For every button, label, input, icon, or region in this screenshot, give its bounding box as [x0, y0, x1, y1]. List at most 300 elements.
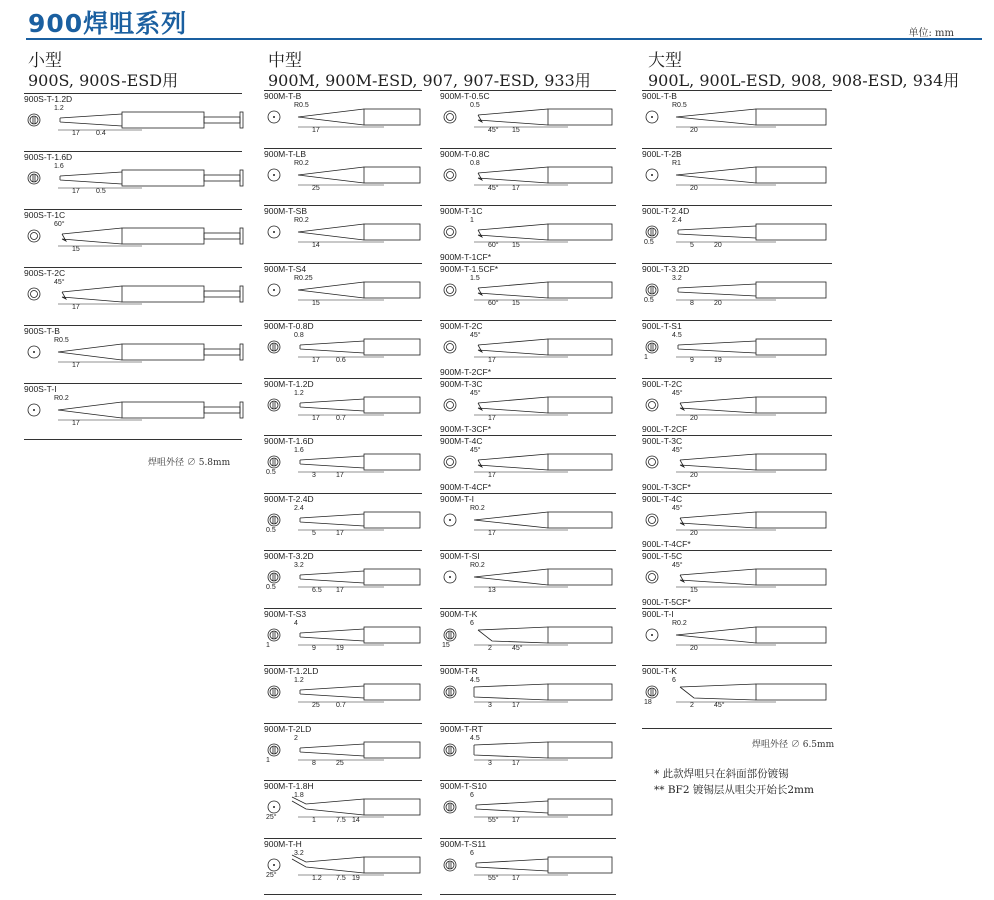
- tip-dimension: 0.6: [336, 357, 346, 364]
- tip-dimension: 4.5: [470, 677, 480, 684]
- tip-model-name: 900S-T-1.2D: [24, 94, 73, 104]
- tip-variant-name: 900L-T-3CF*: [642, 481, 691, 492]
- tip-item: [24, 93, 242, 151]
- tip-dimension: 20: [690, 184, 698, 192]
- unit-label: 单位: mm: [908, 28, 954, 39]
- tip-side-view: [678, 339, 826, 355]
- tip-dimension: 2.4: [672, 217, 682, 224]
- tip-dimension: 2.4: [294, 504, 304, 512]
- medium-section-title: 中型: [268, 51, 302, 71]
- tip-item: [264, 378, 422, 436]
- tip-dimension: 6: [470, 619, 474, 627]
- tip-item: [24, 151, 242, 209]
- tip-dimension: 45°: [672, 447, 683, 454]
- medium-left-bottom-rule: [264, 894, 422, 895]
- tip-drawing: [642, 379, 832, 437]
- tip-end-view-icon: [646, 399, 658, 411]
- tip-end-view-icon: [268, 284, 280, 296]
- tip-dimension: 20: [690, 127, 698, 134]
- tip-dimension: 1: [266, 756, 270, 764]
- tip-item: [642, 148, 832, 206]
- tip-dimension: 0.5: [470, 102, 480, 109]
- tip-drawing: [642, 149, 832, 207]
- tip-model-name: 900S-T-1.6D: [24, 152, 73, 162]
- tip-model-name: 900L-T-2C: [642, 378, 683, 389]
- tip-end-view-icon: [268, 111, 280, 123]
- tip-dimension: 45°: [470, 389, 481, 397]
- tip-dimension: 0.5: [644, 296, 654, 304]
- tip-dimension: R0.2: [470, 562, 485, 569]
- tip-side-view: [298, 167, 420, 183]
- tip-drawing: [24, 326, 242, 384]
- small-section-models: 900S, 900S-ESD用: [28, 71, 179, 90]
- tip-model-name: 900S-T-I: [24, 384, 57, 394]
- tip-drawing: [264, 494, 422, 552]
- tip-side-view: [478, 627, 612, 643]
- tip-end-view-icon: [444, 629, 456, 641]
- tip-dimension: 25: [336, 759, 344, 767]
- tip-end-view-icon: [444, 686, 456, 698]
- tip-drawing: [440, 149, 616, 207]
- tip-side-view: [474, 569, 612, 585]
- tip-dimension: 3: [488, 702, 492, 709]
- tip-item: [642, 608, 832, 666]
- tip-dimension: 17: [72, 304, 80, 311]
- tip-dimension: 7.5: [336, 817, 346, 824]
- tip-dimension: 6: [470, 849, 474, 857]
- tip-end-view-icon: [444, 341, 456, 353]
- tip-dimension: 1.6: [294, 447, 304, 454]
- tip-drawing: [440, 666, 616, 724]
- tip-model-name: 900M-T-SB: [264, 206, 307, 216]
- tip-model-name: 900M-T-4C: [440, 436, 483, 446]
- large-section-title: 大型: [648, 51, 682, 71]
- tip-dimension: 17: [312, 357, 320, 364]
- tip-item: [24, 383, 242, 441]
- tip-side-view: [676, 627, 826, 643]
- tip-drawing: [264, 379, 422, 437]
- tip-model-name: 900M-T-S3: [264, 608, 307, 619]
- tip-dimension: 0.5: [266, 526, 276, 534]
- tip-dimension: R0.2: [294, 159, 309, 167]
- tip-dimension: 45°: [470, 447, 481, 454]
- tip-dimension: 60°: [488, 299, 499, 307]
- tip-end-view-icon: [646, 514, 658, 526]
- tip-end-view-icon: [268, 801, 280, 813]
- tip-model-name: 900M-T-LB: [264, 148, 307, 159]
- tip-variant-name: 900L-T-5CF*: [642, 596, 691, 607]
- tip-dimension: 1.2: [54, 105, 64, 112]
- tip-dimension: 0.5: [96, 188, 106, 195]
- tip-side-view: [678, 282, 826, 298]
- tip-drawing: [24, 152, 242, 210]
- tip-model-name: 900M-T-1C: [440, 206, 483, 216]
- tip-model-name: 900M-T-RT: [440, 723, 483, 734]
- tip-end-view-icon: [268, 859, 280, 871]
- tip-dimension: 0.5: [266, 469, 276, 476]
- tip-drawing: [264, 206, 422, 264]
- tip-side-view: [62, 228, 243, 244]
- tip-dimension: 25°: [266, 871, 277, 879]
- tip-item: [264, 435, 422, 493]
- tip-side-view: [300, 684, 420, 700]
- tip-dimension: 45°: [714, 702, 725, 709]
- tip-side-view: [478, 339, 612, 355]
- tinning-note-2: ** BF2 镀锡层从咀尖开始长2mm: [654, 784, 814, 796]
- tip-item: [264, 723, 422, 781]
- tip-item: [642, 205, 832, 263]
- tip-dimension: R0.5: [294, 102, 309, 109]
- tip-side-view: [676, 109, 826, 125]
- small-bottom-rule: [24, 439, 242, 440]
- tip-dimension: 45°: [672, 504, 683, 512]
- tip-end-view-icon: [28, 346, 40, 358]
- tip-end-view-icon: [444, 399, 456, 411]
- tip-side-view: [300, 339, 420, 355]
- tip-drawing: [264, 839, 422, 897]
- tip-dimension: 8: [690, 299, 694, 307]
- tip-dimension: 6.5: [312, 587, 322, 594]
- tip-side-view: [300, 512, 420, 528]
- tip-dimension: 17: [488, 472, 496, 479]
- tip-dimension: 0.7: [336, 414, 346, 422]
- tip-end-view-icon: [646, 226, 658, 238]
- tip-dimension: 17: [488, 529, 496, 537]
- tip-item: [440, 838, 616, 896]
- tip-end-view-icon: [444, 744, 456, 756]
- tip-model-name: 900M-T-S11: [440, 838, 487, 849]
- tip-side-view: [292, 855, 420, 873]
- tip-end-view-icon: [444, 169, 456, 181]
- tip-dimension: 3: [312, 472, 316, 479]
- tip-drawing: [264, 609, 422, 667]
- tip-model-name: 900L-T-2.4D: [642, 206, 690, 216]
- tip-drawing: [264, 149, 422, 207]
- tip-dimension: 20: [690, 414, 698, 422]
- tip-dimension: 1.2: [312, 874, 322, 882]
- tip-dimension: 17: [336, 529, 344, 537]
- tip-drawing: [440, 436, 616, 494]
- tip-dimension: 2: [294, 734, 298, 742]
- tip-model-name: 900S-T-2C: [24, 268, 66, 278]
- tip-drawing: [642, 264, 832, 322]
- tip-drawing: [264, 781, 422, 839]
- tip-dimension: 0.7: [336, 702, 346, 709]
- tip-dimension: 9: [690, 357, 694, 364]
- tip-item: [440, 320, 616, 378]
- tip-dimension: 60°: [488, 242, 499, 249]
- tip-model-name: 900M-T-0.5C: [440, 91, 490, 101]
- tip-drawing: [440, 781, 616, 839]
- tip-drawing: [642, 206, 832, 264]
- tip-model-name: 900M-T-1.2D: [264, 378, 314, 389]
- tip-end-view-icon: [646, 686, 658, 698]
- tip-dimension: 18: [644, 699, 652, 706]
- tip-dimension: 17: [312, 414, 320, 422]
- tip-dimension: 25°: [266, 814, 277, 821]
- tip-dimension: 14: [352, 817, 360, 824]
- tip-variant-name: 900M-T-2CF*: [440, 366, 492, 377]
- tip-end-view-icon: [268, 399, 280, 411]
- tip-model-name: 900M-T-2LD: [264, 723, 312, 734]
- tip-model-name: 900M-T-K: [440, 608, 478, 619]
- tip-drawing: [24, 384, 242, 442]
- tip-model-name: 900L-T-K: [642, 666, 677, 676]
- tip-item: [440, 780, 616, 838]
- tip-dimension: 1: [312, 817, 316, 824]
- small-section-title: 小型: [28, 51, 62, 71]
- tip-model-name: 900M-T-S4: [264, 263, 307, 274]
- tip-model-name: 900L-T-S1: [642, 321, 682, 331]
- tip-end-view-icon: [268, 571, 280, 583]
- tip-dimension: 20: [690, 644, 698, 652]
- tip-model-name: 900M-T-0.8D: [264, 321, 314, 331]
- tip-item: [440, 90, 616, 148]
- tip-end-view-icon: [444, 571, 456, 583]
- tip-dimension: 4.5: [672, 332, 682, 339]
- tip-end-view-icon: [646, 169, 658, 181]
- tip-model-name: 900M-T-1.8H: [264, 781, 314, 791]
- tip-dimension: R0.2: [470, 504, 485, 512]
- tip-dimension: 20: [690, 472, 698, 479]
- tip-dimension: 6: [470, 792, 474, 799]
- tip-end-view-icon: [28, 172, 40, 184]
- tip-dimension: R0.5: [672, 102, 687, 109]
- tip-side-view: [300, 454, 420, 470]
- tip-dimension: 17: [512, 702, 520, 709]
- tip-dimension: R0.5: [54, 337, 69, 344]
- tip-drawing: [264, 321, 422, 379]
- tip-item: [440, 608, 616, 666]
- tip-model-name: 900M-T-S10: [440, 781, 487, 791]
- tip-item: [264, 780, 422, 838]
- tip-dimension: 45°: [512, 644, 523, 652]
- tip-dimension: 15: [512, 242, 520, 249]
- tip-side-view: [58, 402, 243, 418]
- tip-drawing: [642, 91, 832, 149]
- tip-end-view-icon: [28, 114, 40, 126]
- tip-model-name: 900S-T-1C: [24, 210, 66, 220]
- tip-dimension: 9: [312, 644, 316, 652]
- tip-drawing: [440, 264, 616, 322]
- tip-end-view-icon: [646, 111, 658, 123]
- tip-side-view: [60, 170, 243, 186]
- tip-variant-name: 900M-T-1CF*: [440, 251, 492, 262]
- tip-end-view-icon: [268, 744, 280, 756]
- medium-section-models: 900M, 900M-ESD, 907, 907-ESD, 933用: [268, 71, 591, 90]
- tip-dimension: 20: [690, 529, 698, 537]
- tip-end-view-icon: [268, 169, 280, 181]
- tip-item: [642, 435, 832, 493]
- tip-item: [264, 550, 422, 608]
- tip-dimension: 15: [512, 127, 520, 134]
- tip-item: [642, 493, 832, 551]
- tip-dimension: 17: [336, 472, 344, 479]
- tip-drawing: [440, 609, 616, 667]
- tip-side-view: [300, 569, 420, 585]
- tip-side-view: [298, 224, 420, 240]
- tip-side-view: [676, 167, 826, 183]
- tip-dimension: 15: [512, 299, 520, 307]
- tip-dimension: 3.2: [294, 562, 304, 569]
- tip-dimension: 17: [336, 587, 344, 594]
- tip-item: [264, 608, 422, 666]
- tip-dimension: 55°: [488, 817, 499, 824]
- tip-side-view: [478, 282, 612, 298]
- large-section-models: 900L, 900L-ESD, 908, 908-ESD, 934用: [648, 71, 960, 90]
- tip-item: [440, 205, 616, 263]
- tip-drawing: [440, 206, 616, 264]
- tip-item: [440, 493, 616, 551]
- tip-dimension: 19: [714, 357, 722, 364]
- tip-item: [440, 435, 616, 493]
- tip-model-name: 900M-T-1.2LD: [264, 666, 319, 676]
- tip-variant-name: 900L-T-4CF*: [642, 539, 691, 549]
- page-title: 900焊咀系列: [28, 9, 188, 38]
- tip-end-view-icon: [268, 629, 280, 641]
- tip-side-view: [62, 286, 243, 302]
- tip-dimension: 1.2: [294, 389, 304, 397]
- tip-item: [440, 665, 616, 723]
- tip-dimension: 8: [312, 759, 316, 767]
- tip-end-view-icon: [28, 404, 40, 416]
- tip-end-view-icon: [646, 456, 658, 468]
- tip-item: [24, 209, 242, 267]
- tip-item: [264, 90, 422, 148]
- tip-model-name: 900L-T-I: [642, 608, 674, 619]
- tip-model-name: 900M-T-R: [440, 666, 478, 676]
- tip-dimension: 20: [714, 242, 722, 249]
- tip-model-name: 900M-T-SI: [440, 551, 480, 561]
- tip-dimension: R0.2: [672, 619, 687, 627]
- tip-variant-name: 900L-T-2CF: [642, 424, 688, 434]
- tip-item: [440, 148, 616, 206]
- tip-end-view-icon: [268, 341, 280, 353]
- tip-end-view-icon: [268, 226, 280, 238]
- tip-variant-name: 900M-T-3CF*: [440, 424, 492, 434]
- tip-end-view-icon: [444, 859, 456, 871]
- tip-end-view-icon: [444, 226, 456, 238]
- tip-model-name: 900L-T-4C: [642, 493, 683, 504]
- tip-variant-name: 900M-T-4CF*: [440, 481, 492, 492]
- tip-drawing: [24, 210, 242, 268]
- tip-side-view: [476, 799, 612, 815]
- tip-dimension: 1.2: [294, 677, 304, 684]
- large-diameter-note: 焊咀外径 ∅ 6.5mm: [752, 740, 835, 750]
- tip-model-name: 900S-T-B: [24, 326, 60, 336]
- tip-dimension: 1: [266, 641, 270, 649]
- tip-side-view: [474, 512, 612, 528]
- tip-dimension: 0.8: [470, 159, 480, 167]
- tip-dimension: 45°: [488, 127, 499, 134]
- tip-end-view-icon: [646, 284, 658, 296]
- tip-side-view: [478, 224, 612, 240]
- tip-item: [440, 723, 616, 781]
- tip-drawing: [264, 91, 422, 149]
- tip-item: [440, 550, 616, 608]
- tip-side-view: [60, 112, 243, 128]
- tip-dimension: 17: [72, 188, 80, 195]
- tip-end-view-icon: [444, 111, 456, 123]
- tip-dimension: 20: [714, 299, 722, 307]
- tip-item: [264, 263, 422, 321]
- tip-item: [642, 320, 832, 378]
- tip-drawing: [642, 494, 832, 552]
- tip-side-view: [300, 627, 420, 643]
- title-rule: [26, 38, 982, 40]
- tip-drawing: [440, 551, 616, 609]
- tip-item: [642, 90, 832, 148]
- tip-dimension: 17: [312, 127, 320, 134]
- tip-item: [24, 267, 242, 325]
- small-diameter-note: 焊咀外径 ∅ 5.8mm: [148, 458, 231, 468]
- tip-dimension: 25: [312, 702, 320, 709]
- tip-dimension: R0.2: [54, 395, 69, 402]
- tip-dimension: 17: [72, 130, 80, 137]
- tip-model-name: 900M-T-B: [264, 91, 302, 101]
- tip-dimension: 2: [690, 702, 694, 709]
- tip-drawing: [642, 666, 832, 724]
- tip-end-view-icon: [444, 456, 456, 468]
- tip-end-view-icon: [646, 341, 658, 353]
- tip-drawing: [24, 268, 242, 326]
- tip-side-view: [474, 742, 612, 758]
- tip-side-view: [478, 167, 612, 183]
- tip-model-name: 900L-T-2B: [642, 148, 682, 159]
- tip-dimension: 15: [312, 299, 320, 307]
- tip-dimension: 45°: [672, 562, 683, 569]
- tinning-note-1: * 此款焊咀只在斜面部份镀锡: [654, 768, 789, 780]
- tip-dimension: 5: [312, 529, 316, 537]
- tip-dimension: 14: [312, 242, 320, 249]
- tip-item: [440, 378, 616, 436]
- tip-end-view-icon: [444, 514, 456, 526]
- tip-drawing: [24, 94, 242, 152]
- tip-dimension: 1: [470, 217, 474, 224]
- tip-drawing: [642, 609, 832, 667]
- tip-dimension: 15: [72, 246, 80, 253]
- tip-end-view-icon: [268, 456, 280, 468]
- tip-model-name: 900M-T-I: [440, 493, 475, 504]
- tip-drawing: [264, 264, 422, 322]
- tip-dimension: 25: [312, 184, 320, 192]
- tip-model-name: 900M-T-3.2D: [264, 551, 314, 561]
- tip-drawing: [440, 724, 616, 782]
- tip-side-view: [680, 684, 826, 700]
- tip-model-name: 900L-T-3C: [642, 436, 683, 446]
- tip-dimension: 17: [512, 184, 520, 192]
- tip-dimension: R1: [672, 159, 681, 167]
- tip-drawing: [264, 724, 422, 782]
- tip-dimension: 0.5: [644, 239, 654, 246]
- tip-end-view-icon: [268, 686, 280, 698]
- large-bottom-rule: [642, 728, 832, 729]
- tip-dimension: 55°: [488, 874, 499, 882]
- tip-dimension: 5: [690, 242, 694, 249]
- tip-dimension: 0.5: [266, 584, 276, 591]
- tip-dimension: 0.8: [294, 332, 304, 339]
- tip-end-view-icon: [444, 284, 456, 296]
- tip-dimension: 1.8: [294, 792, 304, 799]
- tip-dimension: 1.6: [54, 163, 64, 170]
- tip-side-view: [474, 684, 612, 700]
- tip-dimension: 1: [644, 354, 648, 361]
- tip-side-view: [300, 397, 420, 413]
- tip-side-view: [298, 282, 420, 298]
- tip-dimension: 17: [488, 357, 496, 364]
- tip-item: [642, 665, 832, 723]
- tip-model-name: 900L-T-B: [642, 91, 677, 101]
